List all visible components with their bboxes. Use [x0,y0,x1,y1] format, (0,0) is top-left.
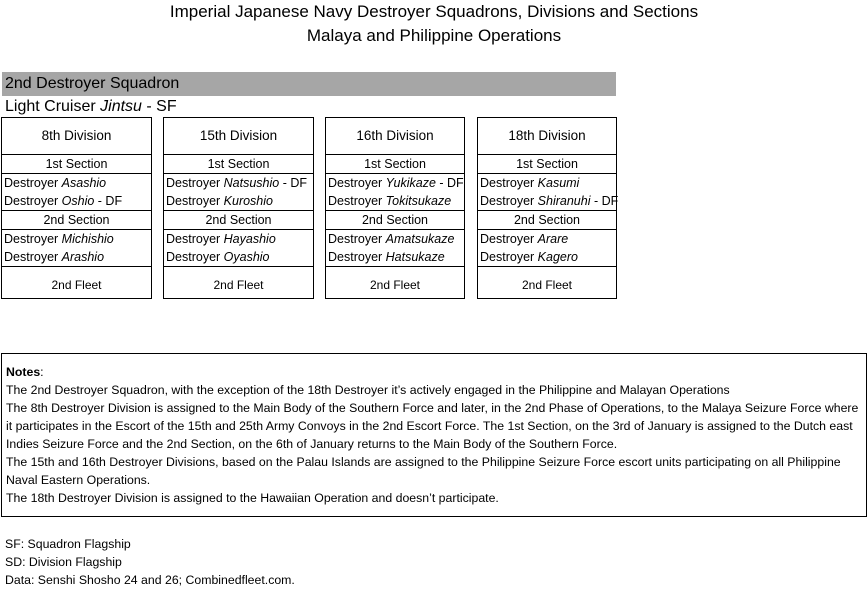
data-source: Data: Senshi Shosho 24 and 26; Combinedfleet.com. [5,573,295,587]
ship-name: Yukikaze [385,176,436,190]
destroyer-row [164,174,313,192]
ship-name: Shiranuhi [537,194,591,208]
section-header: 1st Section [2,155,151,174]
note-line: The 8th Destroyer Division is assigned to the Main Body of the Southern Force and later, in the 2nd Phase of Operations, to the Malaya Seizure Force where it participates in the Escort of the 15th and 25th Army Convoys in the 2nd Escort Force. The 1st Section, on the 3rd of January is assigned to the Dutch east Indies Seizure Force and the 2nd Section, on the 6th of January returns to the Main Body of the Southern Force. [6,401,859,451]
destroyer-row [478,174,616,192]
fleet-label: 2nd Fleet [326,266,464,304]
ship-name: Oshio [61,194,95,208]
ship-prefix: Destroyer [480,250,538,264]
note-line: The 18th Destroyer Division is assigned to the Hawaiian Operation and doesn’t participate. [6,491,499,505]
page-title: Imperial Japanese Navy Destroyer Squadrons, Divisions and Sections [169,2,699,21]
notes-label: Notes [6,365,41,379]
ship-prefix: Destroyer [4,250,62,264]
ship-prefix: Destroyer [166,176,224,190]
legend-line-sf: SF: Squadron Flagship [5,537,131,551]
destroyer-row [2,248,151,266]
ship-suffix: - DF [590,194,619,208]
flagship-prefix: Light Cruiser [5,98,101,115]
fleet-label: 2nd Fleet [2,266,151,304]
ship-name: Hatsukaze [385,250,445,264]
ship-prefix: Destroyer [328,250,386,264]
section-header: 2nd Section [326,210,464,230]
destroyer-row [478,248,616,266]
ship-prefix: Destroyer [166,194,224,208]
ship-prefix: Destroyer [480,232,538,246]
ship-name: Tokitsukaze [385,194,452,208]
destroyer-row [478,230,616,248]
section-header: 2nd Section [164,210,313,230]
ship-prefix: Destroyer [328,176,386,190]
ship-prefix: Destroyer [166,250,224,264]
division-box-8th [1,117,152,299]
ship-suffix: - DF [279,176,308,190]
division-box-18th [477,117,617,299]
division-title: 18th Division [478,118,616,155]
squadron-flagship [5,97,177,117]
ship-prefix: Destroyer [166,232,224,246]
destroyer-row [478,192,619,210]
fleet-label: 2nd Fleet [164,266,313,304]
ship-name: Michishio [61,232,114,246]
legend [5,535,295,589]
destroyer-row [164,230,313,248]
flagship-ship-name: Jintsu [100,98,142,115]
division-box-16th [325,117,465,299]
ship-name: Oyashio [223,250,270,264]
ship-prefix: Destroyer [4,176,62,190]
section-header: 1st Section [164,155,313,174]
ship-prefix: Destroyer [328,194,386,208]
ship-name: Kuroshio [223,194,273,208]
section-header: 2nd Section [2,210,151,230]
division-box-15th [163,117,314,299]
page-subtitle: Malaya and Philippine Operations [306,26,562,45]
ship-name: Arare [537,232,569,246]
destroyer-row [326,248,464,266]
notes-heading [6,363,862,381]
ship-name: Kasumi [537,176,580,190]
ship-prefix: Destroyer [480,194,538,208]
ship-prefix: Destroyer [4,232,62,246]
ship-suffix: - DF [94,194,123,208]
legend-line-sd: SD: Division Flagship [5,555,122,569]
division-title: 15th Division [164,118,313,155]
ship-prefix: Destroyer [480,176,538,190]
notes-colon: : [40,365,44,379]
destroyer-row [164,248,313,266]
note-line: The 15th and 16th Destroyer Divisions, based on the Palau Islands are assigned to the Philippine Seizure Force escort units participating on all Philippine Naval Eastern Operations. [6,455,841,487]
section-header: 1st Section [326,155,464,174]
division-title: 16th Division [326,118,464,155]
destroyer-row [326,192,464,210]
ship-name: Hayashio [223,232,276,246]
squadron-header: 2nd Destroyer Squadron [2,72,616,96]
ship-name: Kagero [537,250,578,264]
flagship-suffix: - SF [141,98,177,115]
destroyer-row [2,174,151,192]
ship-name: Amatsukaze [385,232,455,246]
destroyer-row [164,192,313,210]
destroyer-row [2,230,151,248]
ship-suffix: - DF [435,176,464,190]
section-header: 1st Section [478,155,616,174]
fleet-label: 2nd Fleet [478,266,616,304]
destroyer-row [2,192,151,210]
destroyer-row [326,230,464,248]
ship-prefix: Destroyer [328,232,386,246]
notes-box [1,353,867,517]
note-line: The 2nd Destroyer Squadron, with the exception of the 18th Destroyer it’s actively engaged in the Philippine and Malayan Operations [6,383,730,397]
ship-prefix: Destroyer [4,194,62,208]
destroyer-row [326,174,464,192]
division-title: 8th Division [2,118,151,155]
ship-name: Arashio [61,250,105,264]
ship-name: Natsushio [223,176,280,190]
section-header: 2nd Section [478,210,616,230]
ship-name: Asashio [61,176,107,190]
